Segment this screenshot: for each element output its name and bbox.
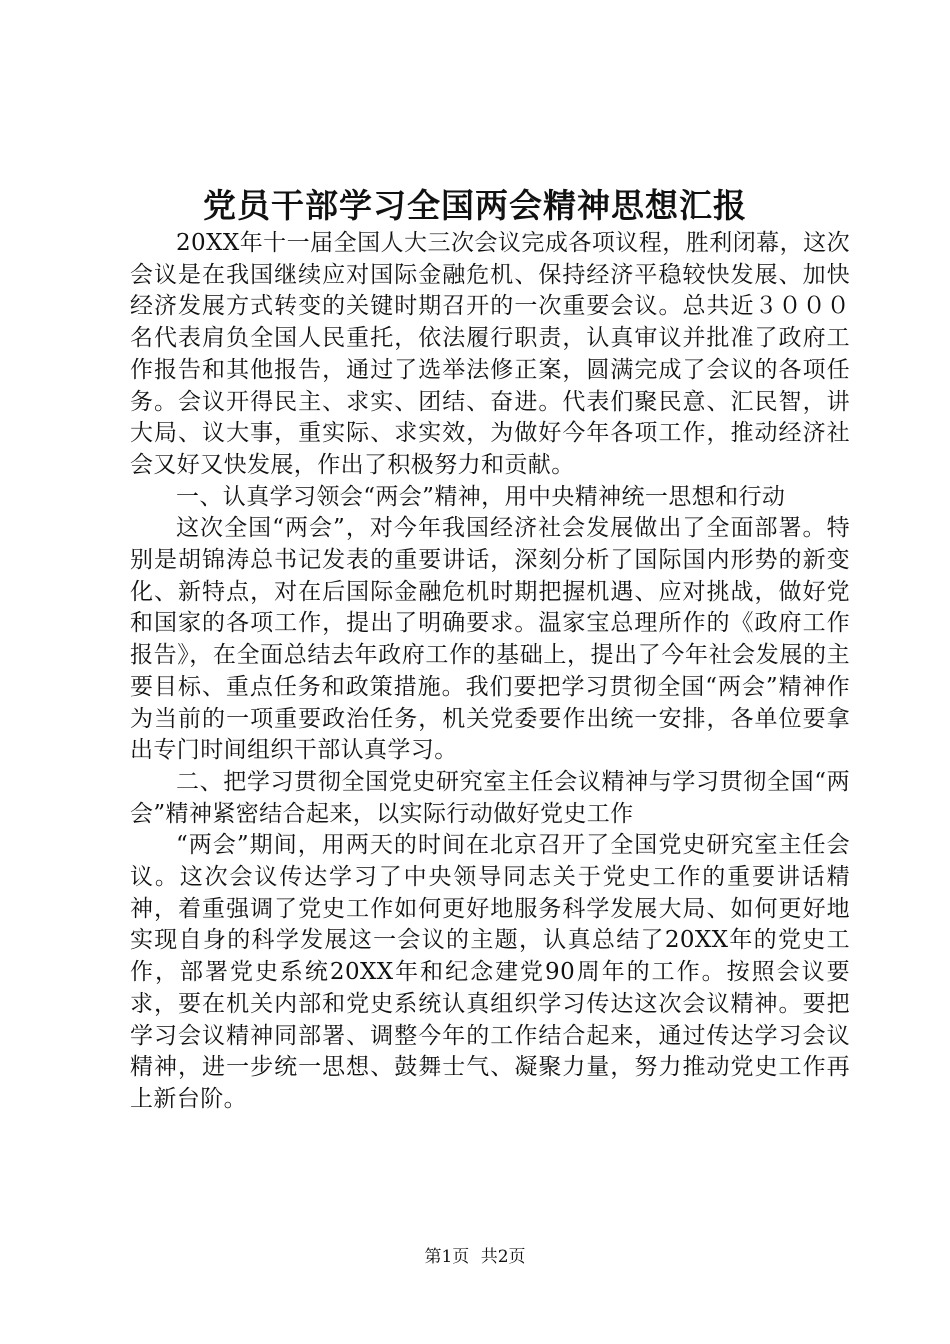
document-body [130,228,850,1116]
section-heading-1: 一、认真学习领会“两会”精神，用中央精神统一思想和行动 [176,483,786,510]
paragraph-section-2: “两会”期间，用两天的时间在北京召开了全国党史研究室主任会议。这次会议传达学习了中央领导同志关于党史工作的重要讲话精神，着重强调了党史工作如何更好地服务科学发展大局、如何更好地实现自身的科学发展这一会议的主题，认真总结了20XX年的党史工作，部署党史系统20XX年和纪念建党90周年的工作。按照会议要求，要在机关内部和党史系统认真组织学习传达这次会议精神。要把学习会议精神同部署、调整今年的工作结合起来，通过传达学习会议精神，进一步统一思想、鼓舞士气、凝聚力量，努力推动党史工作再上新台阶。 [130,832,850,1112]
document-title: 党员干部学习全国两会精神思想汇报 [203,186,747,225]
page-number: 第1页 [424,1247,470,1267]
paragraph-intro: 20XX年十一届全国人大三次会议完成各项议程，胜利闭幕，这次会议是在我国继续应对国际金融危机、保持经济平稳较快发展、加快经济发展方式转变的关键时期召开的一次重要会议。总共近３０００名代表肩负全国人民重托，依法履行职责，认真审议并批准了政府工作报告和其他报告，通过了选举法修正案，圆满完成了会议的各项任务。会议开得民主、求实、团结、奋进。代表们聚民意、汇民智，讲大局、议大事，重实际、求实效，为做好今年各项工作，推动经济社会又好又快发展，作出了积极努力和贡献。 [130,230,850,478]
paragraph-section-1: 这次全国“两会”，对今年我国经济社会发展做出了全面部署。特别是胡锦涛总书记发表的重要讲话，深刻分析了国际国内形势的新变化、新特点，对在后国际金融危机时期把握机遇、应对挑战，做好党和国家的各项工作，提出了明确要求。温家宝总理所作的《政府工作报告》，在全面总结去年政府工作的基础上，提出了今年社会发展的主要目标、重点任务和政策措施。我们要把学习贯彻全国“两会”精神作为当前的一项重要政治任务，机关党委要作出统一安排，各单位要拿出专门时间组织干部认真学习。 [130,515,850,764]
page-total: 共2页 [480,1247,526,1267]
section-heading-2: 二、把学习贯彻全国党史研究室主任会议精神与学习贯彻全国“两会”精神紧密结合起来，以实际行动做好党史工作 [130,768,850,827]
page-footer [0,1245,950,1269]
